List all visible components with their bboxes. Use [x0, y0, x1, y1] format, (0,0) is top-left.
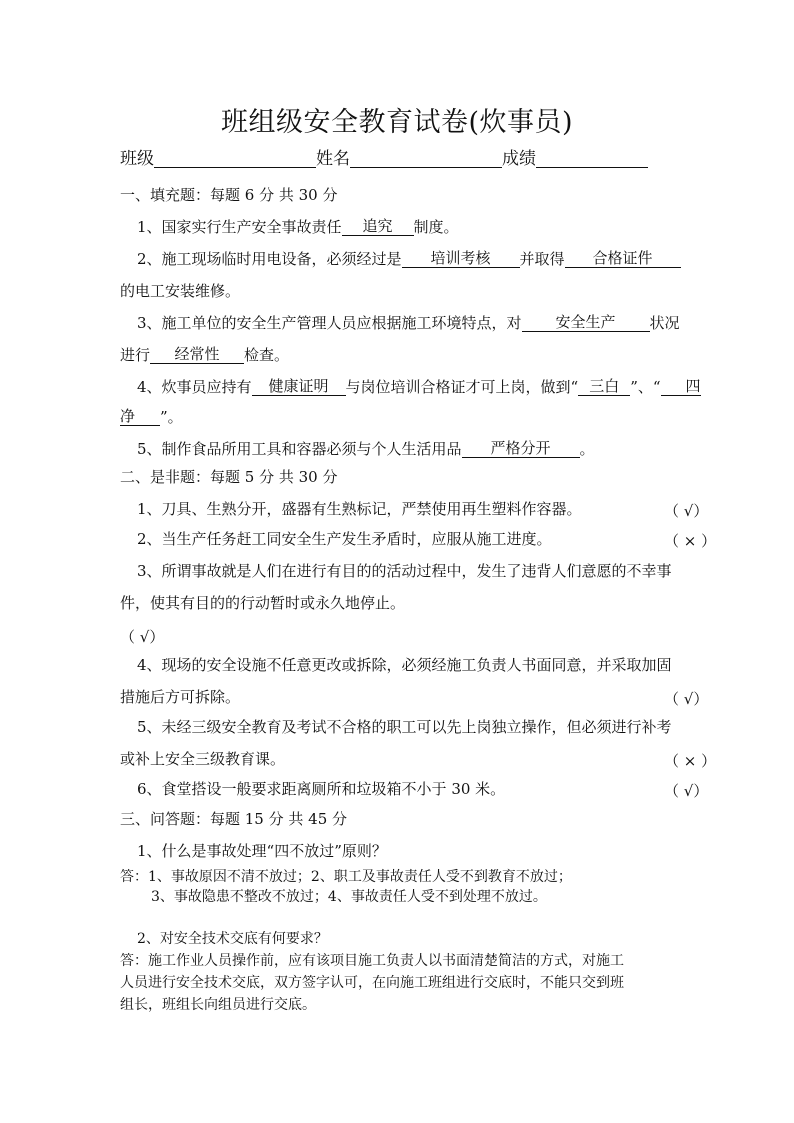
- answer-blank: 健康证明: [252, 378, 346, 396]
- question-2-3-cont: 件，使其有目的的行动暂时或永久地停止。: [120, 594, 406, 612]
- question-1-2-cont: 的电工安装维修。: [120, 282, 241, 300]
- question-text: 并取得: [519, 250, 565, 268]
- question-1-2: [137, 250, 681, 268]
- question-2-3: 3、所谓事故就是人们在进行有目的的活动过程中，发生了违背人们意愿的不幸事: [137, 562, 672, 580]
- question-2-4-cont: 措施后方可拆除。: [120, 688, 241, 706]
- question-text: 与岗位培训合格证才可上岗，做到“: [345, 378, 579, 396]
- score-label: 成绩: [502, 149, 536, 169]
- question-text: 5、制作食品所用工具和容器必须与个人生活用品: [137, 440, 462, 458]
- question-text: 1、国家实行生产安全事故责任: [137, 218, 342, 236]
- answer-3-2-line3: 组长，班组长向组员进行交底。: [120, 997, 316, 1013]
- question-1-4-cont: [120, 408, 183, 426]
- answer-3-1-line1: 答：1、事故原因不清不放过；2、职工及事故责任人受不到教育不放过；: [120, 869, 572, 885]
- answer-blank: 追究: [342, 218, 414, 236]
- question-text: 制度。: [413, 218, 459, 236]
- question-1-5: [137, 440, 595, 458]
- answer-mark: （ × ）: [664, 532, 717, 550]
- question-text: 状况: [649, 314, 680, 332]
- question-text: ”。: [160, 408, 183, 426]
- header-line: [120, 150, 648, 168]
- question-3-1: 1、什么是事故处理“四不放过”原则？: [137, 842, 387, 860]
- question-2-2: 2、当生产任务赶工同安全生产发生矛盾时，应服从施工进度。: [137, 530, 552, 548]
- name-field[interactable]: [350, 150, 502, 168]
- question-1-4: [137, 378, 701, 396]
- answer-mark: （ √）: [664, 782, 709, 800]
- answer-mark: （ √）: [120, 628, 165, 646]
- question-text: 3、施工单位的安全生产管理人员应根据施工环境特点，对: [137, 314, 522, 332]
- question-2-5-cont: 或补上安全三级教育课。: [120, 750, 286, 768]
- page-title: 班组级安全教育试卷(炊事员): [220, 107, 574, 138]
- section-heading-truefalse: 二、是非题：每题 5 分 共 30 分: [120, 468, 338, 486]
- class-field[interactable]: [154, 150, 316, 168]
- question-text: 进行: [120, 346, 151, 364]
- question-text: 检查。: [244, 346, 290, 364]
- answer-mark: （ √）: [664, 690, 709, 708]
- name-label: 姓名: [316, 149, 350, 169]
- question-1-3-cont: [120, 346, 289, 364]
- answer-blank: 培训考核: [402, 250, 520, 268]
- question-1-1: [137, 218, 459, 236]
- answer-blank: 三白: [578, 378, 630, 396]
- question-2-1: 1、刀具、生熟分开，盛器有生熟标记，严禁使用再生塑料作容器。: [137, 500, 582, 518]
- question-3-2: 2、对安全技术交底有何要求？: [137, 931, 328, 947]
- answer-blank: 合格证件: [565, 250, 681, 268]
- answer-3-1-line2: 3、事故隐患不整改不放过；4、事故责任人受不到处理不放过。: [151, 889, 547, 905]
- answer-3-2-line2: 人员进行安全技术交底，双方签字认可，在向施工班组进行交底时，不能只交到班: [120, 975, 624, 991]
- answer-blank: 净: [120, 408, 160, 426]
- score-field[interactable]: [536, 150, 648, 168]
- answer-blank: 经常性: [150, 346, 244, 364]
- question-2-4: 4、现场的安全设施不任意更改或拆除，必须经施工负责人书面同意，并采取加固: [137, 656, 672, 674]
- answer-blank: 四: [661, 378, 701, 396]
- answer-blank: 安全生产: [522, 314, 650, 332]
- answer-mark: （ × ）: [664, 752, 717, 770]
- question-2-6: 6、食堂搭设一般要求距离厕所和垃圾箱不小于 30 米。: [137, 780, 506, 798]
- section-heading-qa: 三、问答题：每题 15 分 共 45 分: [120, 810, 348, 828]
- question-text: 4、炊事员应持有: [137, 378, 252, 396]
- section-heading-fill: 一、填充题：每题 6 分 共 30 分: [120, 186, 338, 204]
- question-text: 。: [579, 440, 595, 458]
- answer-3-2-line1: 答：施工作业人员操作前，应有该项目施工负责人以书面清楚简洁的方式，对施工: [120, 953, 624, 969]
- question-2-5: 5、未经三级安全教育及考试不合格的职工可以先上岗独立操作，但必须进行补考: [137, 718, 672, 736]
- answer-blank: 严格分开: [462, 440, 580, 458]
- question-text: 2、施工现场临时用电设备，必须经过是: [137, 250, 402, 268]
- answer-mark: （ √）: [664, 502, 709, 520]
- class-label: 班级: [120, 149, 154, 169]
- question-1-3: [137, 314, 680, 332]
- question-text: ”、“: [630, 378, 661, 396]
